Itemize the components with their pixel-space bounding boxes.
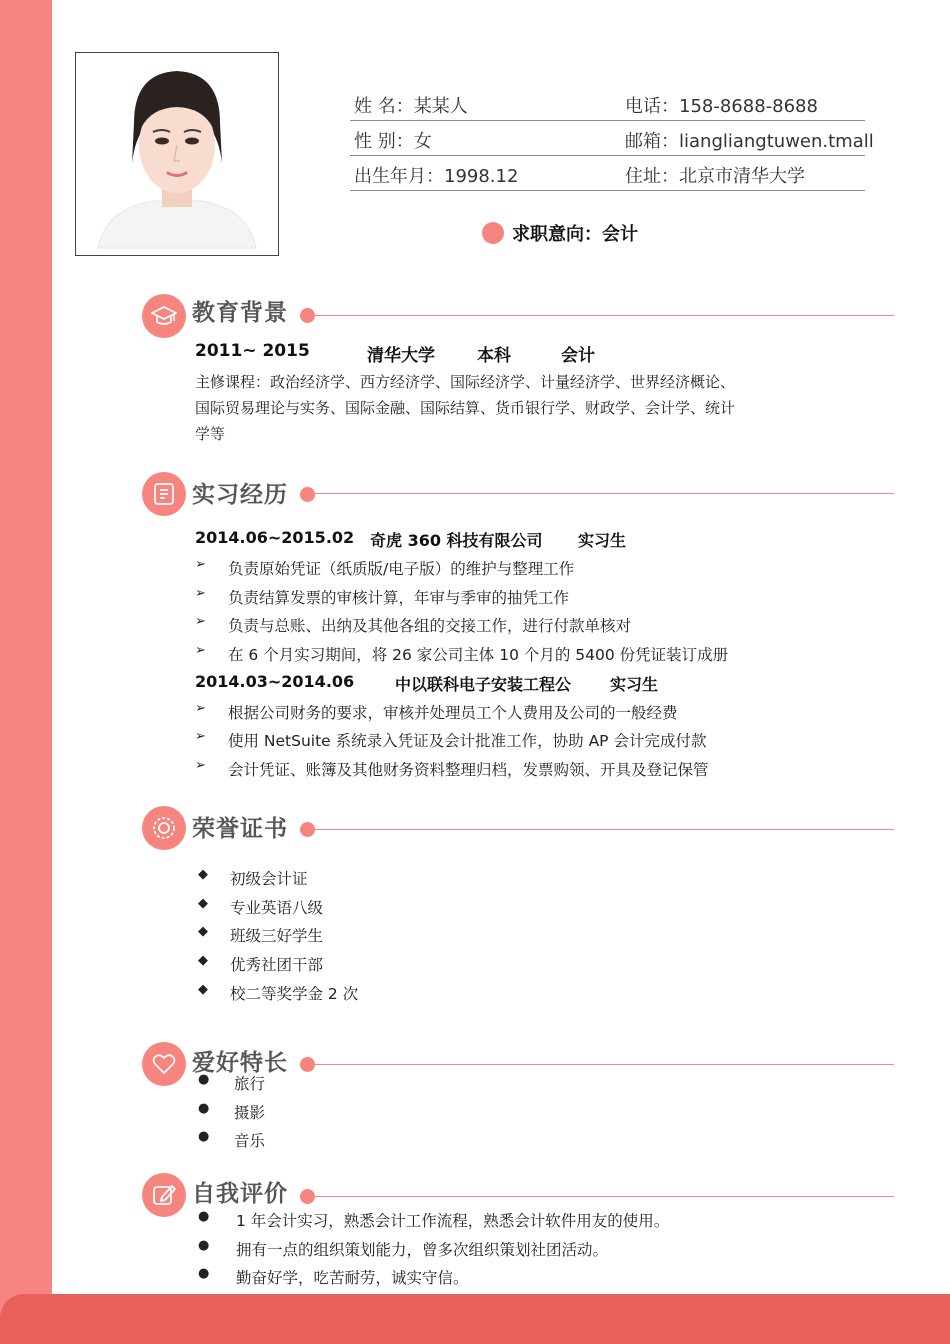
arrow-bullet-icon: ➢ — [195, 701, 206, 716]
diamond-bullet-icon: ◆ — [198, 867, 208, 882]
bullet-icon: ● — [198, 1101, 210, 1116]
gender-label: 性 别： — [354, 131, 414, 152]
job-intent — [482, 220, 638, 246]
job-company: 中以联科电子安装工程公 — [395, 675, 572, 694]
left-accent-bar — [0, 0, 52, 1344]
info-row-1 — [350, 86, 865, 121]
hobbies-title: 爱好特长 — [192, 1050, 288, 1076]
education-degree: 本科 — [477, 346, 511, 366]
arrow-bullet-icon: ➢ — [195, 557, 206, 572]
bullet-icon: ● — [198, 1209, 210, 1224]
document-list-icon — [142, 472, 186, 516]
section-divider — [308, 315, 894, 316]
internship-title: 实习经历 — [192, 482, 288, 508]
job-company: 奇虎 360 科技有限公司 — [370, 531, 543, 550]
arrow-bullet-icon: ➢ — [195, 643, 206, 658]
bullet-icon: ● — [198, 1238, 210, 1253]
diamond-bullet-icon: ◆ — [198, 953, 208, 968]
section-dot — [300, 487, 315, 502]
graduation-cap-icon — [142, 294, 186, 338]
address-label: 住址： — [625, 166, 679, 187]
education-courses: 主修课程：政治经济学、西方经济学、国际经济学、计量经济学、世界经济概论、国际贸易理论与实务、国际金融、国际结算、货币银行学、财政学、会计学、统计学等 — [195, 373, 736, 443]
diamond-bullet-icon: ◆ — [198, 896, 208, 911]
section-divider — [308, 1064, 894, 1065]
heart-icon — [142, 1042, 186, 1086]
address-value: 北京市清华大学 — [679, 166, 805, 187]
info-row-3 — [350, 156, 865, 191]
edit-icon — [142, 1173, 186, 1217]
honors-title: 荣誉证书 — [192, 816, 288, 842]
job-period: 2014.06~2015.02 — [195, 528, 355, 547]
arrow-bullet-icon: ➢ — [195, 758, 206, 773]
arrow-bullet-icon: ➢ — [195, 586, 206, 601]
self-eval-title: 自我评价 — [192, 1181, 288, 1207]
education-period: 2011~ 2015 — [195, 341, 310, 361]
email-label: 邮箱： — [625, 131, 679, 152]
phone-value: 158-8688-8688 — [679, 96, 818, 117]
section-divider — [308, 1196, 894, 1197]
intent-dot-icon — [482, 222, 504, 244]
name-value: 某某人 — [413, 96, 468, 117]
job-role: 实习生 — [610, 675, 659, 694]
arrow-bullet-icon: ➢ — [195, 614, 206, 629]
name-label: 姓 名： — [354, 96, 414, 117]
section-divider — [308, 493, 894, 494]
diamond-bullet-icon: ◆ — [198, 924, 208, 939]
bottom-accent-bar — [0, 1294, 950, 1344]
bullet-icon: ● — [198, 1129, 210, 1144]
profile-photo — [75, 52, 279, 256]
birth-label: 出生年月： — [354, 166, 444, 187]
job-role: 实习生 — [578, 531, 627, 550]
education-title: 教育背景 — [192, 300, 288, 326]
bullet-icon: ● — [198, 1266, 210, 1281]
diamond-bullet-icon: ◆ — [198, 982, 208, 997]
education-school: 清华大学 — [367, 346, 435, 366]
job-period: 2014.03~2014.06 — [195, 672, 355, 691]
arrow-bullet-icon: ➢ — [195, 729, 206, 744]
phone-label: 电话： — [625, 96, 679, 117]
email-value: liangliangtuwen.tmall — [679, 131, 874, 152]
bullet-icon: ● — [198, 1072, 210, 1087]
education-major: 会计 — [561, 346, 595, 366]
badge-icon — [142, 806, 186, 850]
section-divider — [308, 829, 894, 830]
birth-value: 1998.12 — [444, 166, 519, 187]
intent-label: 求职意向： — [512, 224, 602, 245]
intent-value: 会计 — [602, 224, 638, 245]
gender-value: 女 — [413, 131, 432, 152]
info-row-2 — [350, 121, 874, 156]
portrait-image — [76, 53, 278, 255]
